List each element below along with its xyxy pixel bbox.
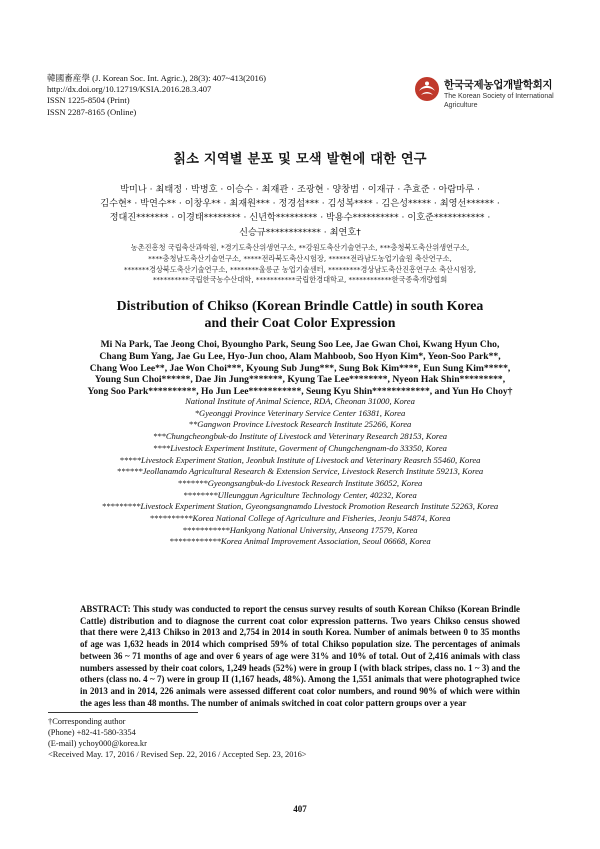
society-name-english: The Korean Society of International Agriculture [444, 93, 554, 109]
english-title-line: Distribution of Chikso (Korean Brindle Cattle) in south Korea [116, 298, 484, 313]
corresponding-author-note: †Corresponding author [48, 717, 126, 726]
english-affiliation-line: *********Livestock Experiment Station, Gyeongsangnamdo Livestock Promotion Research Institute 52263, Korea [101, 501, 499, 512]
english-affiliation-line: ************Korea Animal Improvement Association, Seoul 06668, Korea [169, 536, 431, 547]
society-name-korean: 한국국제농업개발학회지 [444, 79, 553, 91]
korean-author-line: 정대진******* · 이경태******** · 신년학********* · 박용수********** · 이호준*********** · [109, 212, 491, 224]
society-block [414, 74, 564, 114]
issn-online: ISSN 2287-8165 (Online) [47, 106, 137, 117]
english-author-line: Chang Woo Lee**, Jae Won Choi***, Kyoung Sub Jung***, Sung Bok Kim****, Eun Sung Kim*****, [89, 362, 511, 374]
english-affiliation-line: **********Korea National College of Agriculture and Fisheries, Jeonju 54874, Korea [149, 513, 451, 524]
english-author-line: Yong Soo Park**********, Ho Jun Lee***********, Seung Kyu Shin************, and Yun Ho Choy† [87, 386, 513, 398]
korean-title: 칡소 지역별 분포 및 모색 발현에 대한 연구 [173, 152, 427, 167]
society-emblem-icon [414, 76, 440, 102]
english-title-line: and their Coat Color Expression [204, 314, 396, 330]
english-affiliation-line: ******Jeollanamdo Agricultural Research & Extension Service, Livestock Reserch Institute 59213, Korea [116, 466, 484, 477]
english-affiliation-line: **Gangwon Province Livestock Research Institute 25266, Korea [188, 419, 412, 430]
abstract-text: ABSTRACT: This study was conducted to report the census survey results of south Korean Chikso (Korean Brindle Cattle) distribution and to diagnose the current coat color expression patterns. Two years Chikso census showed that there were 2,413 Chikso in 2013 and 2,754 in 2014 in south Korea. Number of animals between 0 to 35 months of age was 1,632 heads in 2014 which comprised 59% of total Chikso population size. The percentages of animals between 36 ~ 71 months of age and over 6 years of age were 31% and 10% of total. Out of 2,416 animals with class numbers assessed by their coat colors, 1,249 heads (52%) were in group I (with black stripes, class no. 1 ~ 3) and the others (class no. 4 ~ 7) were in group II (1,167 heads, 48%). Among the 1,551 animals that were photographed twice in 2013 and in 2014, 226 animals were assessed different coat color numbers, and round 90% of which were within the ages less than 48 months. The number of animals switched in coat color pattern groups over a year [80, 604, 520, 708]
korean-author-line: 신승규************ · 최연호† [239, 226, 361, 238]
journal-citation: 韓國畜産學 (J. Korean Soc. Int. Agric.), 28(3): 407~413(2016) [47, 73, 266, 83]
korean-author-list [40, 183, 560, 240]
english-author-line: Mi Na Park, Tae Jeong Choi, Byoungho Park, Seung Soo Lee, Jae Gwan Choi, Kwang Hyun Cho, [100, 339, 500, 350]
korean-affiliation-line: **********국립한국농수산대학, ***********국립한경대학교, ************한국종축개량협회 [152, 275, 448, 285]
english-affiliation-line: *Gyeonggi Province Veterinary Service Center 16381, Korea [194, 407, 406, 418]
english-affiliation-line: ********Ulleunggun Agriculture Technology Center, 40232, Korea [183, 489, 417, 500]
english-affiliation-line: National Institute of Animal Science, RDA, Cheonan 31000, Korea [185, 396, 415, 406]
korean-author-line: 김수현* · 박연수** · 이창우** · 최재원*** · 정경섭*** · 김성복**** · 김은성***** · 최영선****** · [100, 198, 500, 210]
english-affiliation-line: ***********Hankyong National University, Anseong 17579, Korea [182, 524, 418, 535]
english-affiliation-line: *******Gyeongsangbuk-do Livestock Research Institute 36052, Korea [177, 477, 423, 488]
english-author-list [40, 339, 560, 398]
korean-affiliation-line: *******경상북도축산기술연구소, ********울릉군 농업기술센터, *********경상남도축산진흥연구소 축산시험장, [123, 264, 477, 274]
email-note[interactable]: (E-mail) ychoy000@korea.kr [48, 739, 147, 748]
phone-note: (Phone) +82-41-580-3354 [48, 728, 136, 737]
issn-print: ISSN 1225-8504 (Print) [47, 95, 130, 106]
korean-author-line: 박미나 · 최태정 · 박병호 · 이승수 · 최재관 · 조광현 · 양창범 · 이재규 · 추효준 · 아람마루 · [120, 184, 480, 195]
journal-header [47, 73, 266, 118]
korean-affiliations [30, 243, 570, 286]
footnotes [48, 716, 306, 760]
english-author-line: Young Sun Choi******, Dae Jin Jung*******, Kyung Tae Lee********, Nyeon Hak Shin*********, [94, 374, 506, 386]
english-affiliation-line: ****Livestock Experiment Institute, Goverment of Chungchengnam-do 33350, Korea [153, 442, 447, 453]
page-number: 407 [293, 804, 307, 814]
english-affiliations [25, 396, 575, 548]
korean-affiliation-line: 농촌진흥청 국립축산과학원, *경기도축산위생연구소, **강원도축산기술연구소, ***충청북도축산위생연구소, [130, 243, 470, 252]
footnote-divider [48, 712, 198, 713]
korean-affiliation-line: ****충청남도축산기술연구소, *****전라북도축산시험장, ******전라남도농업기술원 축산연구소, [148, 253, 452, 263]
english-affiliation-line: *****Livestock Experiment Station, Jeonbuk Institute of Livestock and Veterinary Reasrch 55460, Korea [119, 454, 481, 465]
english-title [0, 298, 600, 331]
received-dates-note: <Received May. 17, 2016 / Revised Sep. 22, 2016 / Accepted Sep. 23, 2016> [48, 750, 307, 759]
doi-link[interactable]: http://dx.doi.org/10.12719/KSIA.2016.28.3.407 [47, 84, 212, 95]
english-affiliation-line: ***Chungcheongbuk-do Institute of Livestock and Veterinary Research 28153, Korea [152, 431, 448, 442]
english-author-line: Chang Bum Yang, Jae Gu Lee, Hyo-Jun choo, Alam Mahboob, Soo Hyon Kim*, Yeon-Soo Park**, [99, 350, 501, 362]
